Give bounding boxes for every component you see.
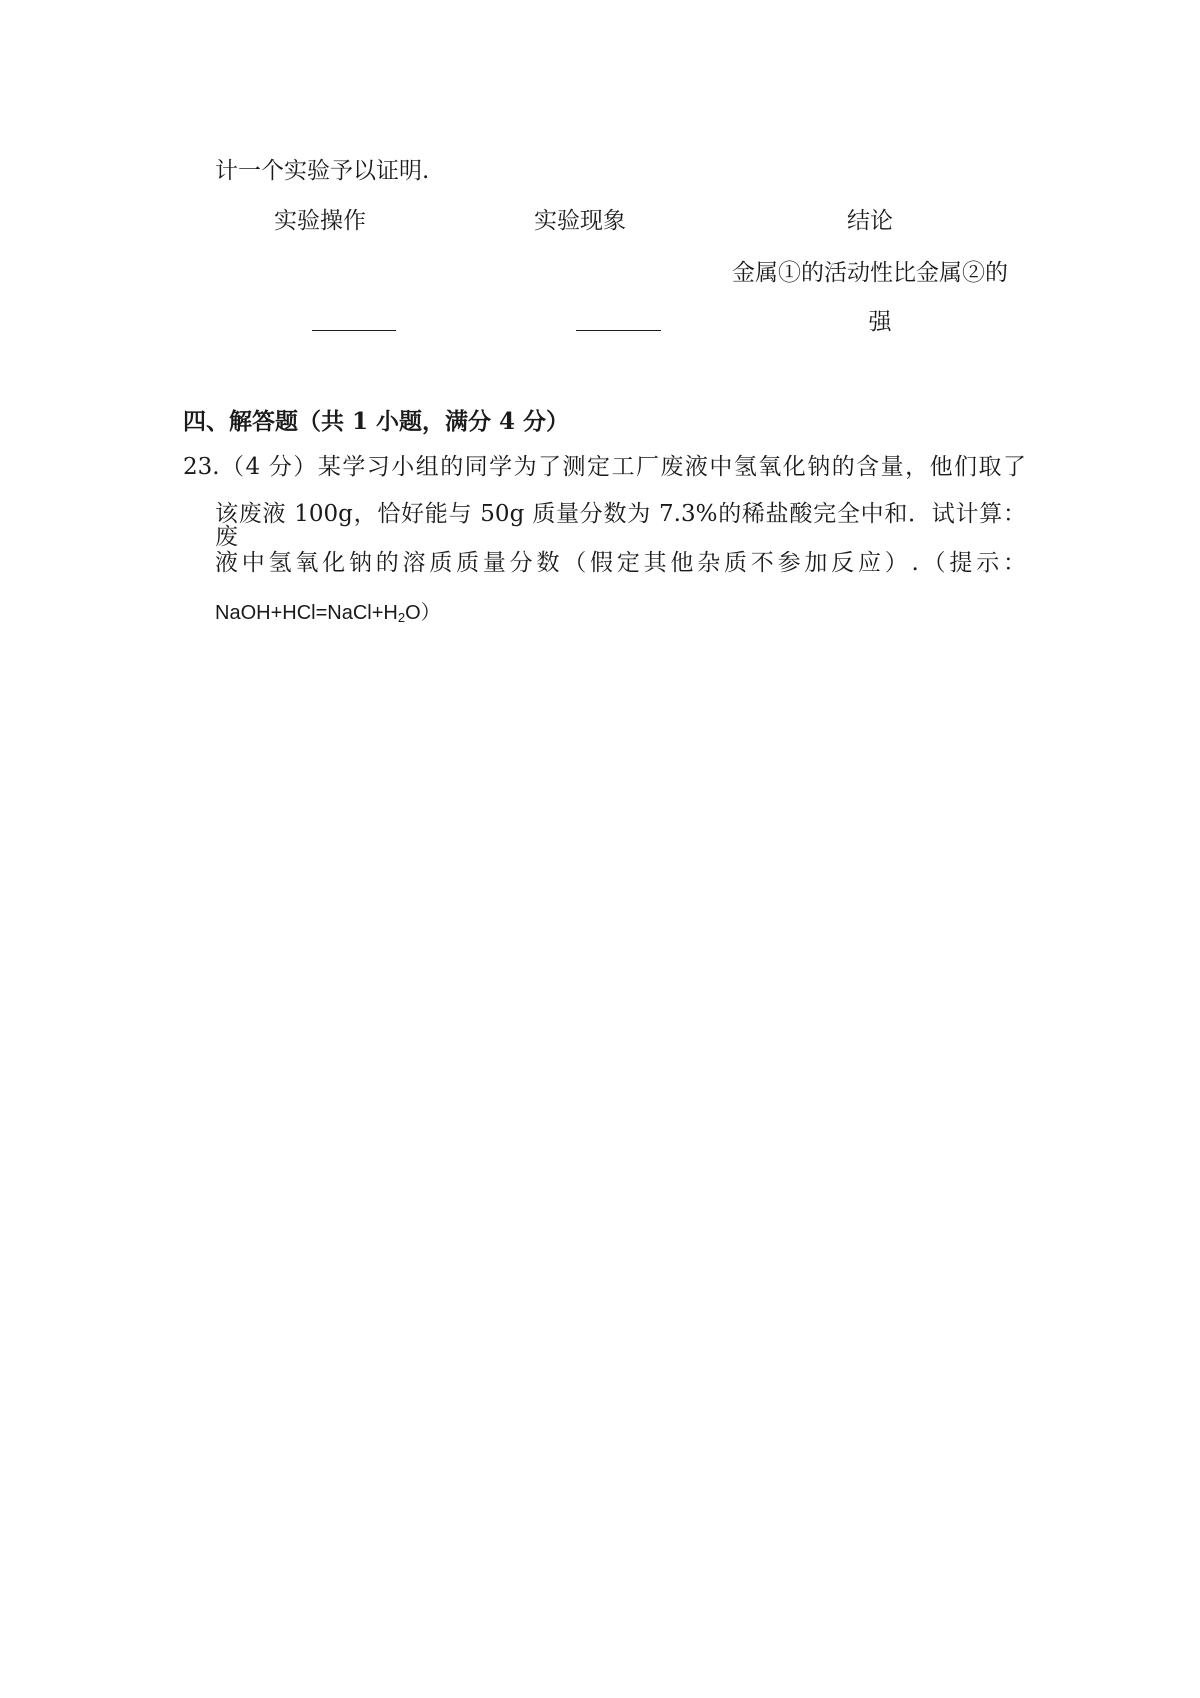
- reaction-formula: [215, 603, 441, 624]
- question-line-3: 液中氢氧化钠的溶质质量分数（假定其他杂质不参加反应）.（提示：: [215, 550, 1026, 576]
- header-conclusion: 结论: [847, 208, 893, 234]
- header-phenomenon: 实验现象: [534, 208, 626, 234]
- section-heading: 四、解答题（共 1 小题，满分 4 分）: [183, 408, 570, 435]
- question-line-2: 该废液 100g，恰好能与 50g 质量分数为 7.3%的稀盐酸完全中和．试计算：废: [215, 501, 1026, 550]
- formula-subscript: 2: [397, 610, 406, 625]
- formula-prefix: NaOH+HCl=NaCl+H: [215, 602, 398, 624]
- intro-line: 计一个实验予以证明.: [215, 158, 430, 184]
- header-operation: 实验操作: [274, 208, 366, 234]
- blank-operation[interactable]: [312, 330, 396, 331]
- conclusion-line1: 金属①的活动性比金属②的: [732, 260, 1008, 286]
- blank-phenomenon[interactable]: [576, 330, 661, 331]
- conclusion-line2: 强: [868, 309, 892, 335]
- formula-suffix: O）: [405, 602, 441, 624]
- question-line-1: 23.（4 分）某学习小组的同学为了测定工厂废液中氢氧化钠的含量，他们取了: [183, 454, 1026, 480]
